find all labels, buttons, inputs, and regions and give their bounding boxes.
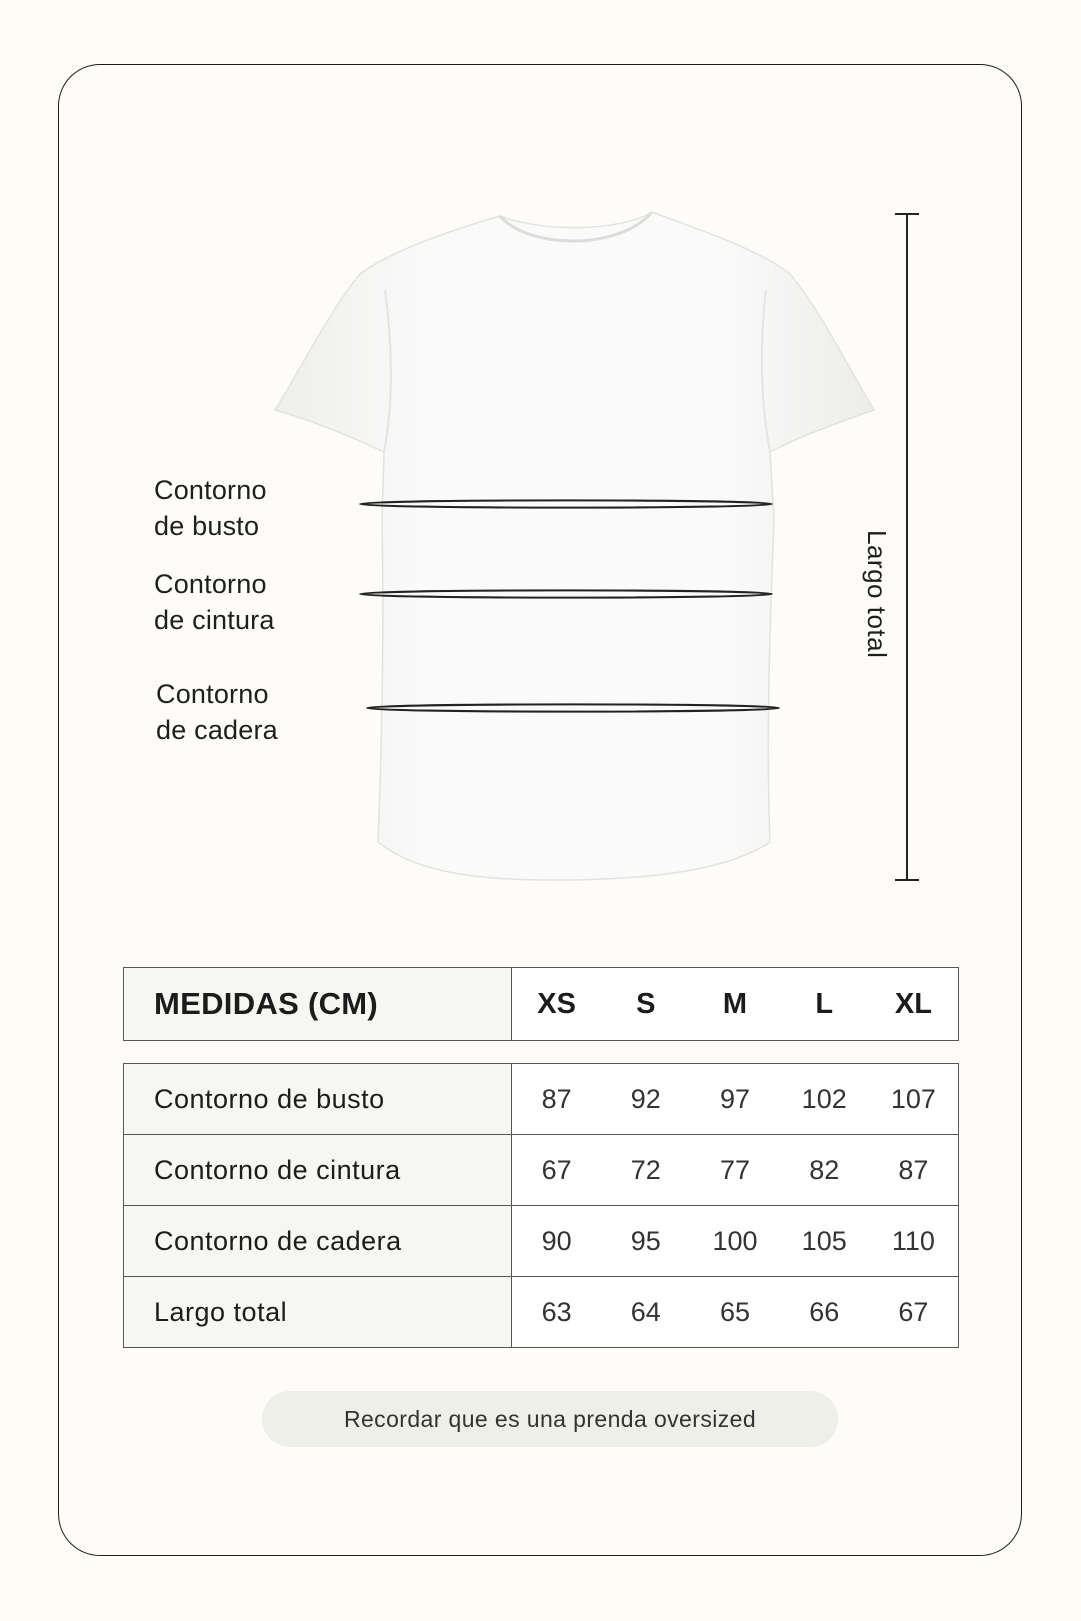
table-cell: 95: [630, 1225, 661, 1256]
row-label: Largo total: [124, 1277, 512, 1348]
row-label: Contorno de busto: [124, 1064, 512, 1135]
oversized-note: Recordar que es una prenda oversized: [262, 1391, 838, 1447]
size-m: M: [722, 987, 748, 1020]
table-cell: 63: [541, 1296, 572, 1327]
table-cell: 87: [898, 1154, 929, 1185]
length-measure-bracket: [895, 214, 919, 880]
table-cell: 77: [719, 1154, 751, 1185]
tshirt-icon: [275, 212, 874, 880]
table-title: MEDIDAS (CM): [124, 968, 512, 1041]
table-cell: 110: [891, 1225, 935, 1256]
table-cell: 90: [541, 1225, 572, 1256]
table-row: [124, 1135, 959, 1206]
size-header-table: [123, 967, 959, 1041]
table-cell: 66: [809, 1296, 840, 1327]
table-cell: 105: [801, 1225, 847, 1256]
table-cell: 97: [719, 1083, 751, 1114]
table-cell: 64: [630, 1296, 661, 1327]
table-cell: 100: [712, 1225, 758, 1256]
table-cell: 65: [719, 1296, 751, 1327]
measurements-table: [123, 1063, 959, 1348]
table-cell: 67: [898, 1296, 929, 1327]
size-xs: XS: [537, 987, 576, 1020]
waist-label: Contorno de cintura: [154, 569, 275, 635]
size-header-row: [124, 968, 959, 1041]
length-label: Largo total: [862, 530, 892, 659]
row-label: Contorno de cadera: [124, 1206, 512, 1277]
table-cell: 82: [809, 1154, 840, 1185]
table-cell: 102: [801, 1083, 847, 1114]
table-row: [124, 1277, 959, 1348]
table-cell: 72: [630, 1154, 661, 1185]
table-cell: 107: [890, 1083, 936, 1114]
hip-label: Contorno de cadera: [156, 679, 278, 745]
row-label: Contorno de cintura: [124, 1135, 512, 1206]
bust-label: Contorno de busto: [154, 475, 267, 541]
table-row: [124, 1206, 959, 1277]
table-cell: 87: [541, 1083, 572, 1114]
table-cell: 67: [541, 1154, 572, 1185]
table-cell: 92: [630, 1083, 661, 1114]
table-row: [124, 1064, 959, 1135]
size-s: S: [636, 987, 656, 1020]
size-xl: XL: [894, 987, 932, 1020]
size-l: L: [815, 987, 834, 1020]
